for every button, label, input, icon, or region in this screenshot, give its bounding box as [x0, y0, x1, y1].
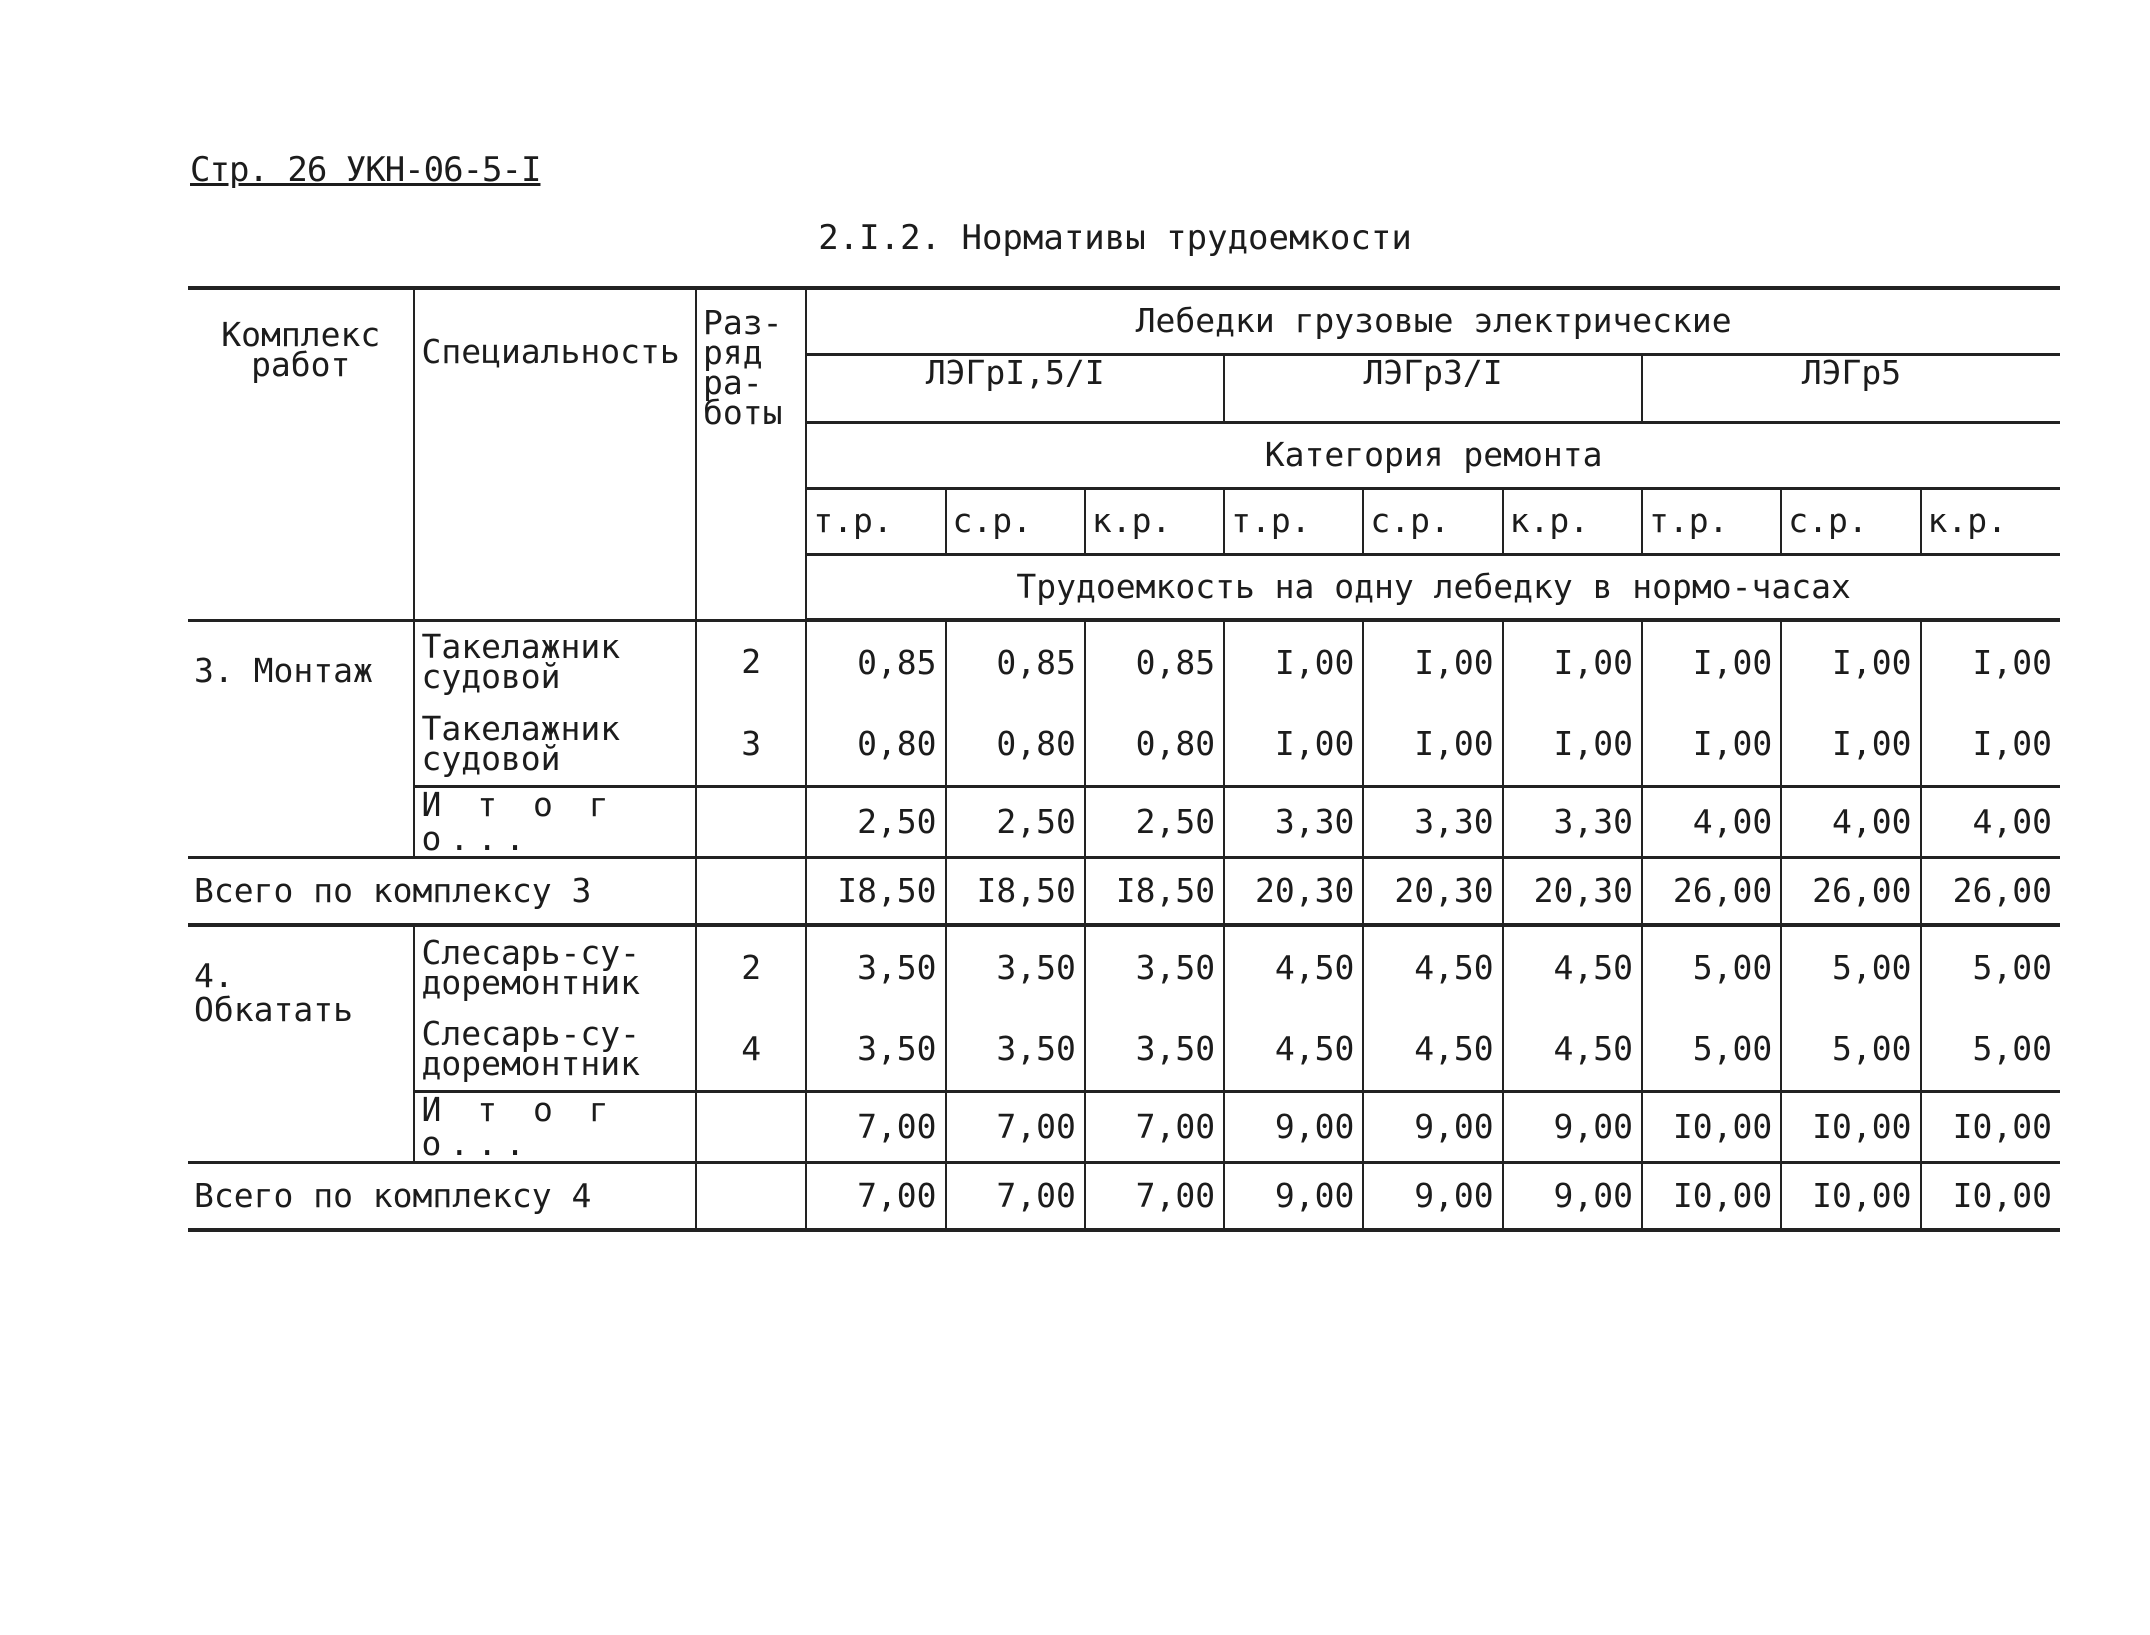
- repair-type-header: к.р.: [1085, 488, 1224, 554]
- value-cell: 4,50: [1503, 1008, 1642, 1091]
- subtotal-value: I0,00: [1921, 1091, 2060, 1162]
- table-row: [188, 620, 2060, 703]
- specialty-cell: [414, 620, 696, 703]
- subtotal-value: 3,30: [1224, 786, 1363, 857]
- specialty-cell: [414, 1008, 696, 1091]
- subtotal-value: 7,00: [1085, 1091, 1224, 1162]
- grade-cell: 2: [696, 620, 806, 703]
- value-cell: 0,80: [806, 703, 945, 786]
- repair-category-header: Категория ремонта: [806, 422, 2060, 488]
- complex-header-line: работ: [251, 345, 351, 384]
- value-cell: 0,80: [1085, 703, 1224, 786]
- grade-cell-empty: [696, 857, 806, 925]
- model-header: ЛЭГрI,5/I: [806, 354, 1224, 422]
- value-cell: 5,00: [1642, 1008, 1781, 1091]
- grade-header-line: ра-: [703, 363, 763, 402]
- subtotal-value: 7,00: [946, 1091, 1085, 1162]
- value-cell: I,00: [1503, 620, 1642, 703]
- repair-type-header: т.р.: [1224, 488, 1363, 554]
- group-header: Лебедки грузовые электрические: [806, 288, 2060, 354]
- grade-header: [696, 288, 806, 620]
- complex-total-row: [188, 857, 2060, 925]
- table-row: [188, 1008, 2060, 1091]
- value-cell: 0,85: [946, 620, 1085, 703]
- complex-total-value: 26,00: [1642, 857, 1781, 925]
- model-header: ЛЭГр3/I: [1224, 354, 1642, 422]
- subtotal-value: 2,50: [806, 786, 945, 857]
- value-cell: I,00: [1921, 703, 2060, 786]
- value-cell: 0,80: [946, 703, 1085, 786]
- value-cell: I,00: [1642, 703, 1781, 786]
- repair-type-header: с.р.: [1781, 488, 1920, 554]
- complex-total-label: Всего по комплексу 4: [188, 1162, 696, 1230]
- value-cell: 3,50: [1085, 1008, 1224, 1091]
- value-cell: 3,50: [806, 925, 945, 1008]
- value-cell: 3,50: [946, 1008, 1085, 1091]
- value-cell: 4,50: [1503, 925, 1642, 1008]
- complex-total-value: 20,30: [1224, 857, 1363, 925]
- complex-total-row: [188, 1162, 2060, 1230]
- grade-cell: 2: [696, 925, 806, 1008]
- value-cell: 5,00: [1921, 925, 2060, 1008]
- value-cell: I,00: [1224, 620, 1363, 703]
- value-cell: 0,85: [1085, 620, 1224, 703]
- subtotal-value: I0,00: [1642, 1091, 1781, 1162]
- table-body: [188, 620, 2060, 1230]
- table-header: [188, 288, 2060, 620]
- complex-cell: 3. Монтаж: [188, 620, 414, 857]
- specialty-line: Слесарь-су-: [421, 1013, 641, 1053]
- subtotal-value: 9,00: [1224, 1091, 1363, 1162]
- subtotal-value: 4,00: [1642, 786, 1781, 857]
- complex-total-value: 7,00: [806, 1162, 945, 1230]
- specialty-line: Слесарь-су-: [421, 932, 641, 972]
- value-cell: 4,50: [1363, 1008, 1502, 1091]
- value-cell: 4,50: [1363, 925, 1502, 1008]
- grade-cell: 4: [696, 1008, 806, 1091]
- value-cell: 0,85: [806, 620, 945, 703]
- complex-total-value: I8,50: [806, 857, 945, 925]
- complex-total-value: I0,00: [1781, 1162, 1920, 1230]
- value-cell: I,00: [1781, 703, 1920, 786]
- repair-type-header: т.р.: [806, 488, 945, 554]
- specialty-line: доремонтник: [421, 1043, 641, 1083]
- specialty-line: судовой: [421, 738, 561, 778]
- complex-total-value: 7,00: [946, 1162, 1085, 1230]
- subtotal-row: [188, 786, 2060, 857]
- value-cell: I,00: [1224, 703, 1363, 786]
- repair-type-header: к.р.: [1921, 488, 2060, 554]
- complex-total-label: Всего по комплексу 3: [188, 857, 696, 925]
- complex-total-value: I8,50: [946, 857, 1085, 925]
- subtotal-value: 4,00: [1921, 786, 2060, 857]
- subtotal-value: 2,50: [1085, 786, 1224, 857]
- value-cell: I,00: [1921, 620, 2060, 703]
- value-cell: I,00: [1781, 620, 1920, 703]
- subtotal-row: [188, 1091, 2060, 1162]
- value-cell: 5,00: [1781, 1008, 1920, 1091]
- complex-cell: 4. Обкатать: [188, 925, 414, 1162]
- subtotal-value: 9,00: [1363, 1091, 1502, 1162]
- complex-total-value: 26,00: [1781, 857, 1920, 925]
- model-header: ЛЭГр5: [1642, 354, 2060, 422]
- labor-norms-table: [188, 286, 2060, 1232]
- specialty-line: Такелажник: [421, 708, 621, 748]
- subtotal-value: I0,00: [1781, 1091, 1920, 1162]
- table-row: [188, 703, 2060, 786]
- repair-type-header: т.р.: [1642, 488, 1781, 554]
- value-cell: I,00: [1503, 703, 1642, 786]
- repair-type-header: с.р.: [946, 488, 1085, 554]
- complex-total-value: 20,30: [1503, 857, 1642, 925]
- complex-total-value: I0,00: [1921, 1162, 2060, 1230]
- table-row: [188, 925, 2060, 1008]
- value-cell: 4,50: [1224, 925, 1363, 1008]
- grade-cell-empty: [696, 786, 806, 857]
- grade-cell: 3: [696, 703, 806, 786]
- repair-type-header: с.р.: [1363, 488, 1502, 554]
- value-cell: I,00: [1642, 620, 1781, 703]
- page-header: Стр. 26 УКН-06-5-I: [190, 150, 541, 190]
- complex-total-value: 9,00: [1363, 1162, 1502, 1230]
- subtotal-value: 4,00: [1781, 786, 1920, 857]
- value-cell: I,00: [1363, 620, 1502, 703]
- value-cell: 4,50: [1224, 1008, 1363, 1091]
- specialty-header: Специальность: [414, 288, 696, 620]
- complex-total-value: 7,00: [1085, 1162, 1224, 1230]
- value-cell: 5,00: [1781, 925, 1920, 1008]
- complex-total-value: 26,00: [1921, 857, 2060, 925]
- value-cell: 3,50: [1085, 925, 1224, 1008]
- subtotal-value: 3,30: [1503, 786, 1642, 857]
- grade-header-line: ряд: [703, 333, 763, 372]
- value-cell: 3,50: [806, 1008, 945, 1091]
- subtotal-label: И т о г о...: [414, 1091, 696, 1162]
- repair-type-header: к.р.: [1503, 488, 1642, 554]
- grade-cell-empty: [696, 1162, 806, 1230]
- unit-header: Трудоемкость на одну лебедку в нормо-часах: [806, 554, 2060, 620]
- subtotal-value: 2,50: [946, 786, 1085, 857]
- subtotal-value: 3,30: [1363, 786, 1502, 857]
- complex-header: [188, 288, 414, 620]
- complex-header-line: Комплекс: [221, 315, 381, 354]
- grade-cell-empty: [696, 1091, 806, 1162]
- specialty-cell: [414, 703, 696, 786]
- value-cell: 5,00: [1921, 1008, 2060, 1091]
- complex-total-value: 20,30: [1363, 857, 1502, 925]
- complex-total-value: 9,00: [1224, 1162, 1363, 1230]
- document-title: 2.I.2. Нормативы трудоемкости: [818, 218, 1412, 258]
- grade-header-line: Раз-: [703, 303, 783, 342]
- complex-total-value: I0,00: [1642, 1162, 1781, 1230]
- specialty-line: Такелажник: [421, 627, 621, 667]
- subtotal-value: 7,00: [806, 1091, 945, 1162]
- specialty-cell: [414, 925, 696, 1008]
- value-cell: I,00: [1363, 703, 1502, 786]
- complex-total-value: 9,00: [1503, 1162, 1642, 1230]
- subtotal-label: И т о г о...: [414, 786, 696, 857]
- specialty-line: доремонтник: [421, 962, 641, 1002]
- grade-header-line: боты: [703, 393, 783, 432]
- value-cell: 3,50: [946, 925, 1085, 1008]
- complex-total-value: I8,50: [1085, 857, 1224, 925]
- value-cell: 5,00: [1642, 925, 1781, 1008]
- specialty-line: судовой: [421, 657, 561, 697]
- subtotal-value: 9,00: [1503, 1091, 1642, 1162]
